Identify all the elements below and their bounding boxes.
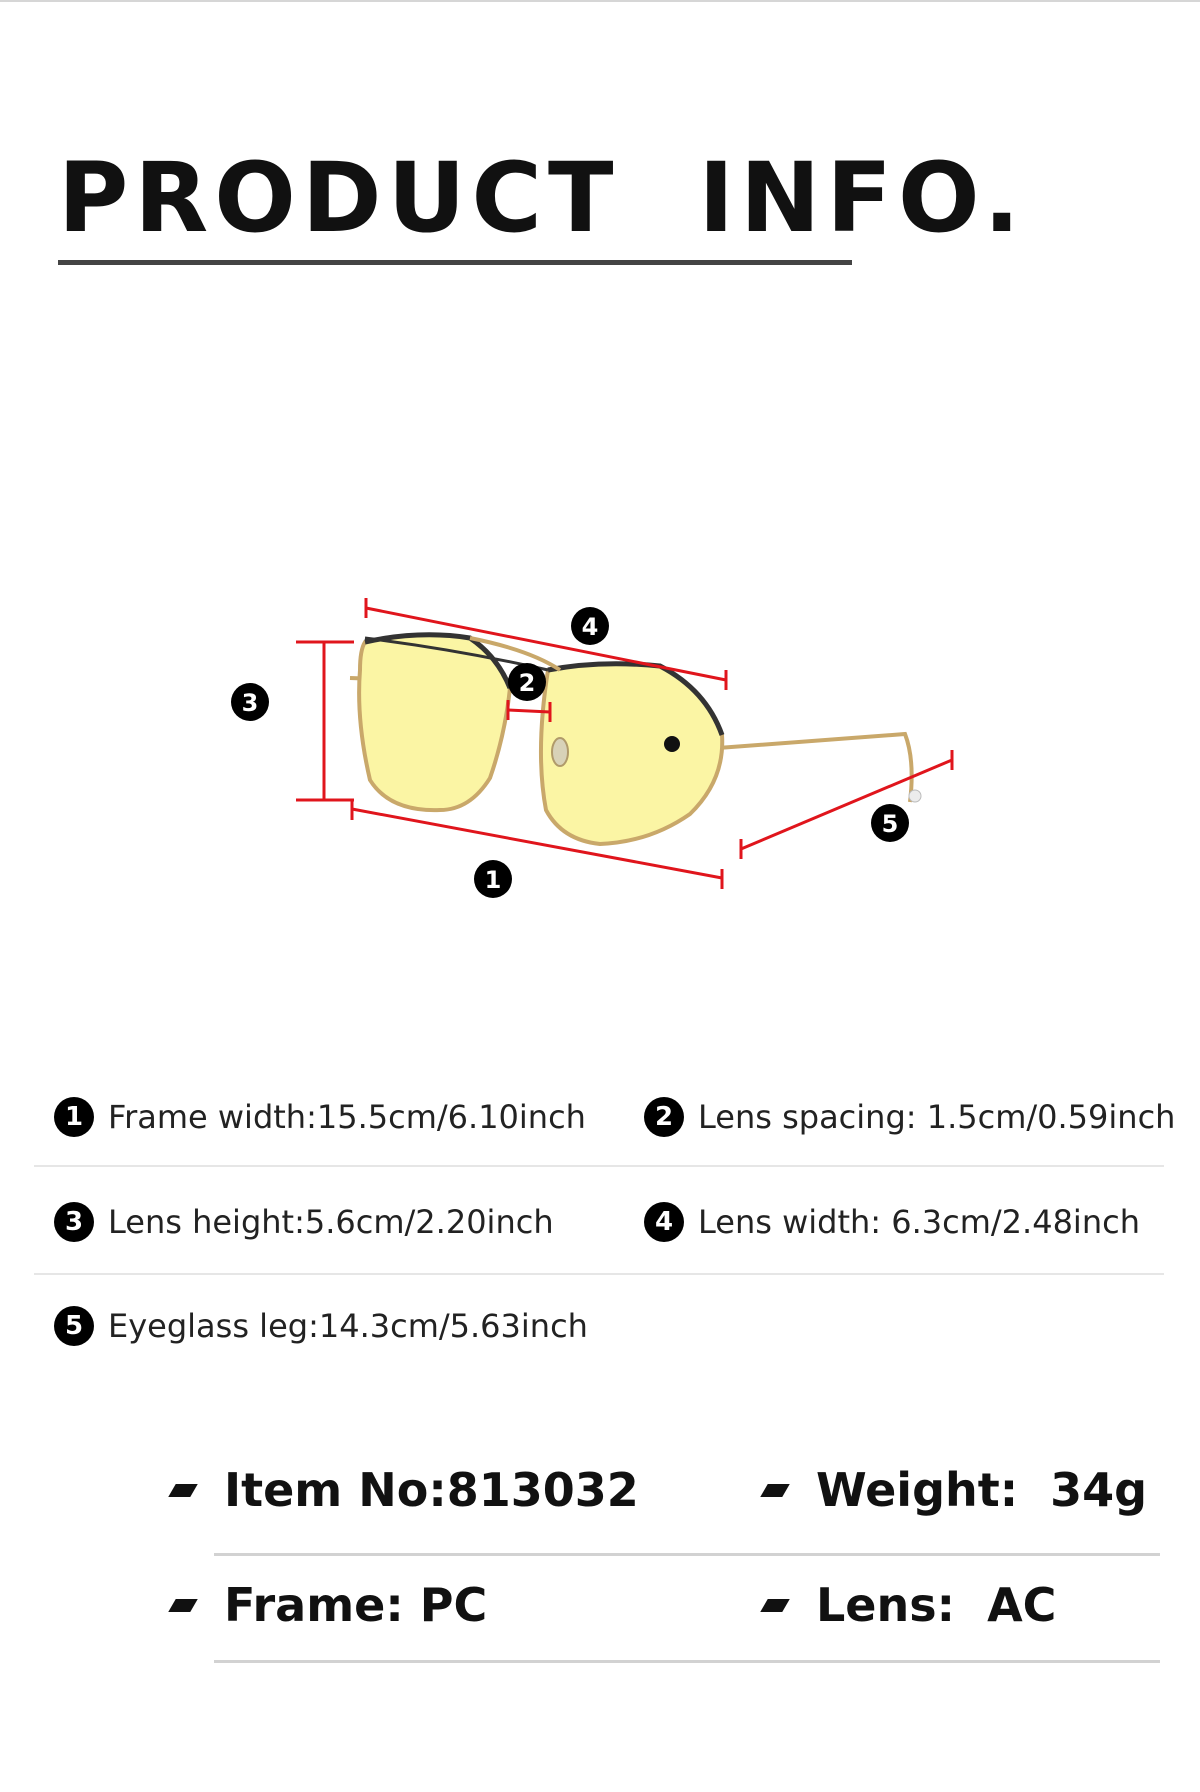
callout-5 (871, 804, 909, 842)
spec-divider (34, 1165, 1164, 1167)
callout-1 (474, 860, 512, 898)
callout-5-label: 5 (881, 810, 899, 838)
spec-text: Lens spacing: 1.5cm/0.59inch (698, 1098, 1176, 1136)
measure-line-2 (508, 710, 550, 712)
nose-pad (552, 738, 568, 766)
callout-2-label: 2 (518, 669, 536, 697)
callout-2 (508, 663, 546, 701)
glasses-measurement-diagram (0, 520, 1200, 940)
measure-line-5 (741, 760, 952, 849)
near-temple (718, 734, 912, 802)
bullet-icon (168, 1484, 198, 1497)
spec-text: Lens width: 6.3cm/2.48inch (698, 1203, 1140, 1241)
spec-frame-width (54, 1097, 586, 1137)
item-number (172, 1463, 639, 1517)
spec-number: 1 (54, 1097, 94, 1137)
bullet-icon (760, 1599, 790, 1612)
item-lens-text: Lens: AC (816, 1578, 1057, 1632)
title-underline (58, 260, 852, 265)
hinge-dot (664, 736, 680, 752)
spec-number: 3 (54, 1202, 94, 1242)
spec-lens-spacing (644, 1097, 1175, 1137)
item-weight (764, 1463, 1147, 1517)
spec-divider (34, 1273, 1164, 1275)
item-frame (172, 1578, 487, 1632)
spec-eyeglass-leg (54, 1306, 588, 1346)
info-divider (214, 1553, 1160, 1556)
left-lens (359, 635, 510, 810)
spec-lens-width (644, 1202, 1140, 1242)
temple-tip (909, 790, 921, 802)
callout-4 (571, 607, 609, 645)
bullet-icon (760, 1484, 790, 1497)
info-divider (214, 1660, 1160, 1663)
spec-number: 4 (644, 1202, 684, 1242)
callout-3-label: 3 (241, 689, 259, 717)
callout-1-label: 1 (484, 866, 502, 894)
spec-text: Lens height:5.6cm/2.20inch (108, 1203, 554, 1241)
item-frame-text: Frame: PC (224, 1578, 488, 1632)
top-border (0, 0, 1200, 2)
callout-4-label: 4 (581, 613, 599, 641)
spec-text: Eyeglass leg:14.3cm/5.63inch (108, 1307, 588, 1345)
item-number-text: Item No:813032 (224, 1463, 639, 1517)
item-weight-text: Weight: 34g (816, 1463, 1148, 1517)
spec-number: 5 (54, 1306, 94, 1346)
spec-number: 2 (644, 1097, 684, 1137)
item-lens (764, 1578, 1056, 1632)
spec-lens-height (54, 1202, 554, 1242)
spec-text: Frame width:15.5cm/6.10inch (108, 1098, 586, 1136)
page-title: PRODUCT INFO. (58, 142, 1026, 254)
bullet-icon (168, 1599, 198, 1612)
callout-3 (231, 683, 269, 721)
